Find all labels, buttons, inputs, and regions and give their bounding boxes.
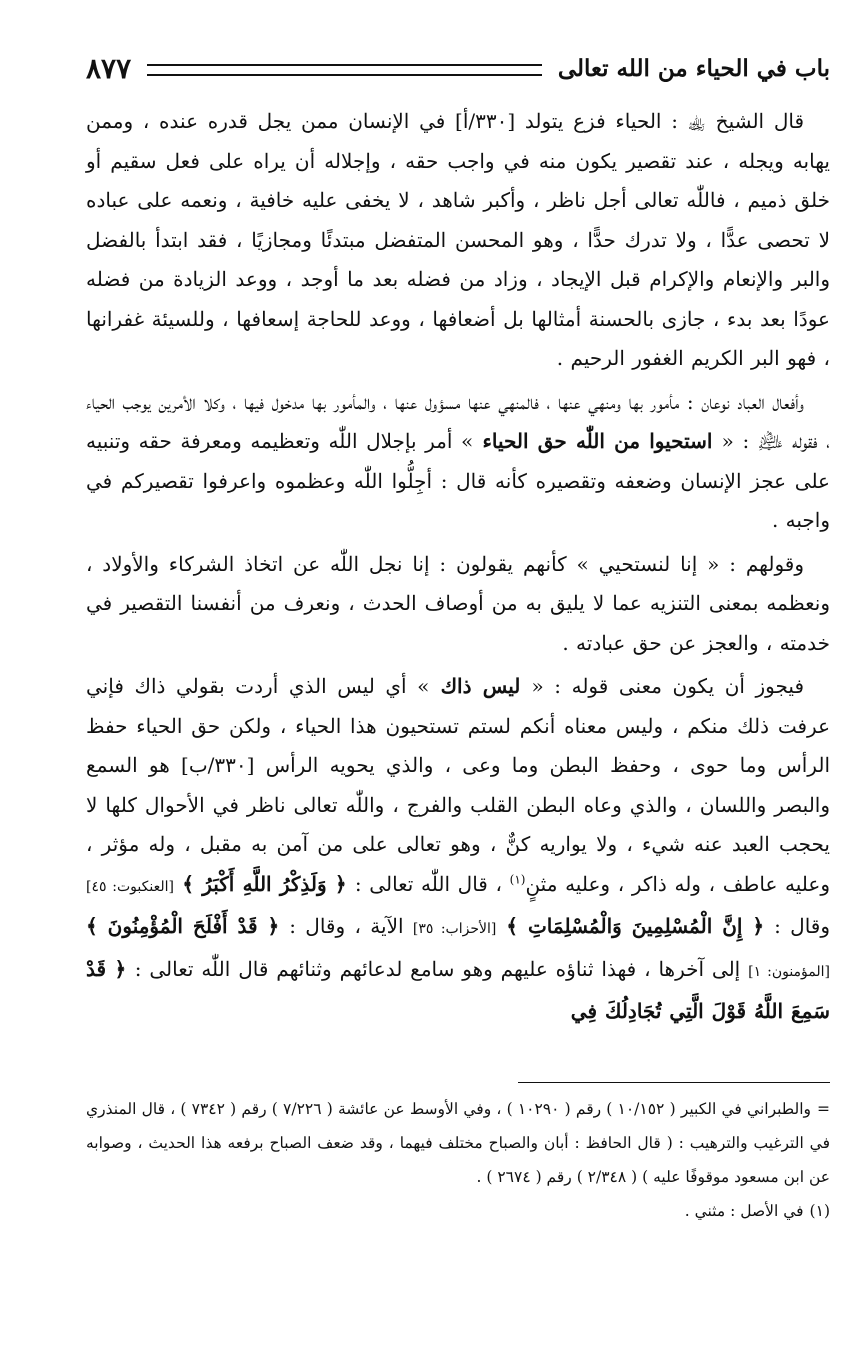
paragraph-4-text-d: وقال : <box>774 914 831 938</box>
quoted-phrase: ليس ذاك <box>429 674 532 698</box>
footnote-continuation-text: والطبراني في الكبير ( ١٠/١٥٢ ) رقم ( ١٠٢٩٠ ) ، وفي الأوسط عن عائشة ( ٧/٢٢٦ ) رقم ( ٧٣٤٢ ) ، قال المنذري في الترغيب والترهيب : ( قال الحافظ : أبان والصباح مختلف فيهما ، وقد ضعف الصباح برفعه هذا الحديث ، وصوابه عن ابن مسعود موقوفًا عليه ) ( ٢/٣٤٨ ) رقم ( ٢٦٧٤ ) . <box>86 1100 830 1186</box>
quran-verse-2: ﴿ إِنَّ الْمُسْلِمِينَ وَالْمُسْلِمَاتِ ﴾ <box>496 914 775 938</box>
paragraph-2-text-b: » أمر بإجلال اللّٰه وتعظيمه ومعرفة حقه وتنبيه على عجز الإنسان وضعفه وتقصيره كأنه قال : أجِلُّوا اللّٰه وعظموه واعرفوا تقصيركم في واجبه . <box>86 429 830 532</box>
quran-verse-3: ﴿ قَدْ أَفْلَحَ الْمُؤْمِنُونَ ﴾ <box>86 914 290 938</box>
verse-citation-1: [العنكبوت: ٤٥] <box>86 878 174 895</box>
main-text <box>86 102 830 1032</box>
paragraph-1-text: قال الشيخ ﵀ : الحياء فزع يتولد [٣٣٠/أ] في الإنسان ممن يجل قدره عنده ، وممن يهابه ويجله ، عند تقصير يكون منه في واجب حقه ، وإجلاله أن يراه على فعل سقيم أو خلق ذميم ، فاللّٰه تعالى أجل ناظر ، وأكبر شاهد ، لا يخفى عليه خافية ، ونعمه على عباده لا تحصى عدًّا ، ولا تدرك حدًّا ، وهو المحسن المتفضل مبتدئًا ومجازيًا ، فقد ابتدأ بالفضل والبر والإنعام والإكرام قبل الإيجاد ، وزاد من فضله بعد ما أوجد ، ووعد الزيادة من فضله عودًا بعد بدء ، جازى بالحسنة أمثالها بل أضعافها ، ووعد للحاجة إسعافها ، وللسيئة غفرانها ، فهو البر الكريم الغفور الرحيم . <box>86 109 830 370</box>
paragraph-3 <box>86 545 830 664</box>
footnotes <box>86 1092 830 1228</box>
footnote-continuation <box>86 1092 830 1194</box>
paragraph-4-text-c: ، قال اللّٰه تعالى : <box>354 871 510 896</box>
continuation-mark: = <box>817 1100 831 1118</box>
paragraph-4-text-f: إلى آخرها ، فهذا ثناؤه عليهم وهو سامع لدعائهم وثنائهم قال اللّٰه تعالى : <box>134 956 749 981</box>
paragraph-2-text-a: وأفعال العباد نوعان : مأمور بها ومنهي عنها ، فالمنهي عنها مسؤول عنها ، والمأمور بها مدخول فيها ، وكلا الأمرين يوجب الحياء ، فقوله ﵇ : « <box>86 389 830 453</box>
paragraph-2 <box>86 383 830 541</box>
header-double-rule <box>147 64 542 76</box>
footnote-reference: (١) <box>509 871 526 886</box>
quran-verse-4: ﴿ قَدْ سَمِعَ اللَّهُ قَوْلَ الَّتِي تُجَادِلُكَ فِي <box>86 956 830 1023</box>
footnote-1-mark: (١) <box>809 1202 830 1220</box>
paragraph-4-text-e: الآية ، وقال : <box>289 914 413 938</box>
hadith-quote: استحيوا من اللّٰه حق الحياء <box>473 429 722 453</box>
page-number: ٨٧٧ <box>86 51 132 85</box>
footnote-1 <box>86 1194 830 1228</box>
paragraph-4 <box>86 667 830 1032</box>
paragraph-3-text: وقولهم : « إنا لنستحيي » كأنهم يقولون : إنا نجل اللّٰه عن اتخاذ الشركاء والأولاد ، ونعظمه بمعنى التنزيه عما لا يليق به من أوصاف الحدث ، ونعرف من أنفسنا التقصير في خدمته ، والعجز عن حق عبادته . <box>86 551 830 655</box>
verse-citation-3: [المؤمنون: ١] <box>748 963 830 980</box>
footnote-separator <box>518 1082 830 1083</box>
paragraph-4-text-a: فيجوز أن يكون معنى قوله : « <box>531 674 805 698</box>
quran-verse-1: ﴿ وَلَذِكْرُ اللَّهِ أَكْبَرُ ﴾ <box>173 871 355 896</box>
paragraph-4-text-b: » أي ليس الذي أردت بقولي ذاك فإني عرفت ذلك منكم ، وليس معناه أنكم لستم تستحيون هذا الحياء ، ولكن حق الحياء حفظ الرأس وما حوى ، وحفظ البطن وما وعى ، والذي يحويه الرأس [٣٣٠/ب] هو السمع والبصر واللسان ، والذي وعاه البطن القلب والفرج ، واللّٰه تعالى ناظر في الأحوال كلها لا يحجب العبد عنه شيء ، ولا يواريه كنٌّ ، وهو تعالى على من آمن به مقبل ، وله مؤثر ، وعليه عاطف ، وله ذاكر ، وعليه مثنٍ <box>86 674 830 896</box>
page-header <box>86 44 830 92</box>
footnote-1-text: في الأصل : مثني . <box>684 1202 804 1220</box>
paragraph-1 <box>86 102 830 379</box>
running-head: باب في الحياء من الله تعالى <box>557 54 830 82</box>
book-page <box>86 44 830 1334</box>
verse-citation-2: [الأحزاب: ٣٥] <box>412 921 497 937</box>
